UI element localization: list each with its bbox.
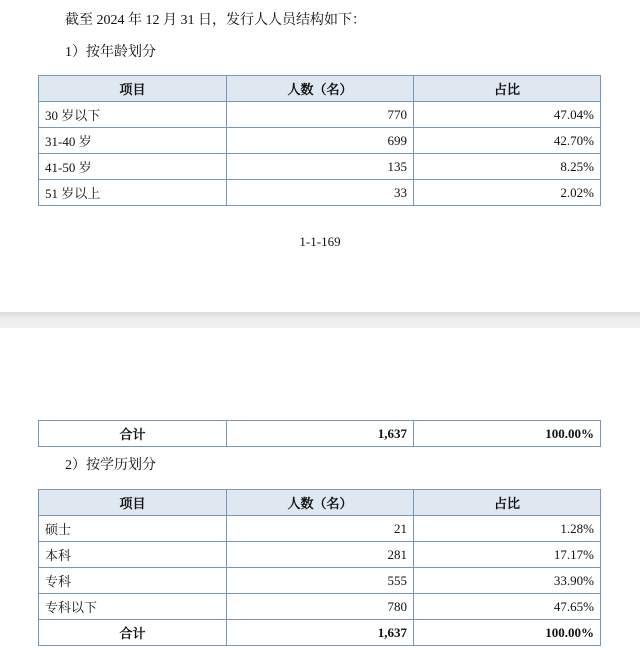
column-header-item: 项目 bbox=[39, 490, 227, 516]
page-number: 1-1-169 bbox=[299, 234, 341, 249]
table-row bbox=[39, 180, 601, 206]
total-label: 合计 bbox=[39, 421, 227, 447]
row-count: 555 bbox=[227, 568, 414, 594]
row-ratio: 1.28% bbox=[414, 516, 601, 542]
total-count: 1,637 bbox=[227, 620, 414, 646]
column-header-item: 项目 bbox=[39, 76, 227, 102]
table-row bbox=[39, 154, 601, 180]
row-count: 770 bbox=[227, 102, 414, 128]
row-ratio: 8.25% bbox=[414, 154, 601, 180]
total-row bbox=[39, 620, 601, 646]
age-distribution-table bbox=[38, 75, 601, 206]
row-label: 专科 bbox=[39, 568, 227, 594]
document-page-1 bbox=[0, 0, 640, 312]
row-ratio: 17.17% bbox=[414, 542, 601, 568]
column-header-count: 人数（名） bbox=[227, 490, 414, 516]
row-label: 51 岁以上 bbox=[39, 180, 227, 206]
total-ratio: 100.00% bbox=[414, 620, 601, 646]
row-count: 33 bbox=[227, 180, 414, 206]
row-label: 硕士 bbox=[39, 516, 227, 542]
row-count: 135 bbox=[227, 154, 414, 180]
row-ratio: 47.04% bbox=[414, 102, 601, 128]
total-row bbox=[39, 421, 601, 447]
row-ratio: 33.90% bbox=[414, 568, 601, 594]
row-label: 31-40 岁 bbox=[39, 128, 227, 154]
page-break-divider bbox=[0, 312, 640, 328]
row-label: 30 岁以下 bbox=[39, 102, 227, 128]
row-count: 699 bbox=[227, 128, 414, 154]
row-count: 780 bbox=[227, 594, 414, 620]
table-header-row bbox=[39, 76, 601, 102]
education-distribution-table bbox=[38, 489, 601, 646]
row-label: 本科 bbox=[39, 542, 227, 568]
row-ratio: 47.65% bbox=[414, 594, 601, 620]
total-label: 合计 bbox=[39, 620, 227, 646]
age-total-table bbox=[38, 420, 601, 447]
table-header-row bbox=[39, 490, 601, 516]
edu-section-heading: 2）按学历划分 bbox=[65, 458, 156, 473]
intro-text: 截至 2024 年 12 月 31 日，发行人人员结构如下： bbox=[65, 13, 366, 28]
table-row bbox=[39, 568, 601, 594]
column-header-ratio: 占比 bbox=[414, 490, 601, 516]
row-ratio: 2.02% bbox=[414, 180, 601, 206]
column-header-count: 人数（名） bbox=[227, 76, 414, 102]
table-row bbox=[39, 128, 601, 154]
document-page-2 bbox=[0, 328, 640, 650]
table-row bbox=[39, 594, 601, 620]
table-row bbox=[39, 516, 601, 542]
row-count: 21 bbox=[227, 516, 414, 542]
column-header-ratio: 占比 bbox=[414, 76, 601, 102]
row-label: 专科以下 bbox=[39, 594, 227, 620]
total-ratio: 100.00% bbox=[414, 421, 601, 447]
row-label: 41-50 岁 bbox=[39, 154, 227, 180]
row-count: 281 bbox=[227, 542, 414, 568]
age-section-heading: 1）按年龄划分 bbox=[65, 45, 156, 60]
table-row bbox=[39, 542, 601, 568]
row-ratio: 42.70% bbox=[414, 128, 601, 154]
table-row bbox=[39, 102, 601, 128]
total-count: 1,637 bbox=[227, 421, 414, 447]
